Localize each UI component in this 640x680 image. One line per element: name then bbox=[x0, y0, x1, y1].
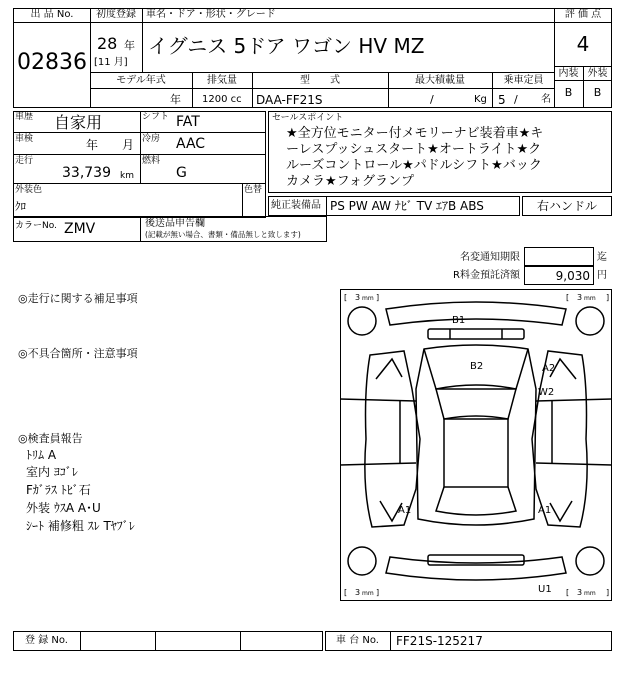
car-damage-diagram bbox=[340, 289, 612, 601]
windshield bbox=[436, 385, 516, 419]
report-line-3: Fｶﾞﾗｽ ﾄﾋﾞ石 bbox=[26, 483, 91, 497]
car-name-label: 車名・ドア・形状・グレード bbox=[146, 9, 276, 20]
interior-grade: B bbox=[564, 86, 573, 99]
tire-label-fl: [ bbox=[344, 293, 348, 302]
cooler-label: 冷房 bbox=[142, 134, 161, 144]
tire-label-fl-val: 3 bbox=[355, 293, 361, 302]
equipment-value: PS PW AW ﾅﾋﾞ TV ｴｱB ABS bbox=[330, 199, 484, 213]
wheel-front-left bbox=[348, 307, 376, 335]
reg-year-unit: 年 bbox=[124, 39, 135, 52]
inspection-year-unit: 年 bbox=[86, 138, 99, 152]
registration-no-label: 登 録 No. bbox=[25, 635, 68, 646]
inspector-report-label: ◎検査員報告 bbox=[18, 432, 83, 445]
rear-bumper bbox=[386, 557, 566, 580]
score-label: 評 価 点 bbox=[564, 9, 602, 20]
wheel-front-right bbox=[576, 307, 604, 335]
body-top bbox=[416, 345, 536, 525]
chassis-no-label: 車 台 No. bbox=[336, 635, 379, 646]
shift-label: シフト bbox=[142, 112, 170, 122]
svg-text:[: [ bbox=[566, 588, 570, 597]
defects-notes-label: ◎不具合箇所・注意事項 bbox=[18, 347, 138, 360]
color-change-label: 色替 bbox=[244, 185, 263, 195]
model-year-unit: 年 bbox=[170, 93, 181, 106]
interior-label: 内装 bbox=[558, 68, 579, 79]
svg-text:]: ] bbox=[606, 588, 610, 597]
post-doc-note: (記載が無い場合、書類・備品無しと致します) bbox=[145, 230, 301, 239]
report-line-4: 外装 ｳｽA A･U bbox=[26, 501, 101, 515]
inspection-label: 車検 bbox=[15, 134, 34, 144]
damage-mark-w2: W2 bbox=[538, 387, 555, 398]
mileage-value: 33,739 bbox=[62, 165, 111, 181]
damage-mark-b1: B1 bbox=[452, 315, 466, 326]
svg-text:[: [ bbox=[566, 293, 570, 302]
sales-point-label: セールスポイント bbox=[272, 113, 344, 123]
svg-text:mm: mm bbox=[362, 295, 374, 302]
color-no-value: ZMV bbox=[64, 221, 96, 237]
fuel-label: 燃料 bbox=[142, 156, 161, 166]
damage-mark-u1: U1 bbox=[538, 584, 552, 595]
rear-window bbox=[436, 487, 516, 515]
color-no-label: カラーNo. bbox=[15, 221, 57, 231]
model-year-label: モデル年式 bbox=[116, 75, 166, 86]
capacity-sep: / bbox=[514, 93, 518, 106]
lot-no: 02836 bbox=[17, 50, 87, 75]
wheel-rear-left bbox=[348, 547, 376, 575]
tire-label-rr-val: 3 bbox=[577, 588, 583, 597]
max-load-sep: / bbox=[430, 93, 434, 106]
inspection-month-unit: 月 bbox=[122, 138, 135, 152]
svg-text:mm: mm bbox=[362, 590, 374, 597]
fuel-value: G bbox=[176, 165, 187, 181]
displacement-label: 排気量 bbox=[207, 75, 237, 86]
type-label: 型 式 bbox=[300, 75, 340, 86]
displacement: 1200 cc bbox=[202, 94, 242, 105]
exterior-label: 外装 bbox=[587, 68, 608, 79]
tire-label-fr-val: 3 bbox=[577, 293, 583, 302]
damage-mark-b2: B2 bbox=[470, 361, 484, 372]
name-change-box bbox=[524, 247, 594, 266]
history-value: 自家用 bbox=[54, 113, 103, 132]
mileage-unit: km bbox=[120, 171, 134, 181]
sales-line-1: ★全方位モニター付メモリーナビ装着車★キ bbox=[286, 126, 544, 141]
recycle-label: R料金預託済額 bbox=[453, 270, 520, 281]
damage-mark-a1-right: A1 bbox=[538, 505, 552, 516]
report-line-5: ｼｰﾄ 補修粗 ｽﾚ Tﾔﾌﾞﾚ bbox=[26, 519, 135, 533]
recycle-unit: 円 bbox=[597, 270, 607, 281]
score-value: 4 bbox=[576, 32, 590, 56]
reg-year: 28 bbox=[97, 34, 118, 53]
svg-text:[: [ bbox=[344, 588, 348, 597]
exterior-color-value: ｸﾛ bbox=[15, 200, 26, 213]
mileage-label: 走行 bbox=[15, 156, 34, 166]
vehicle-type: DAA-FF21S bbox=[256, 93, 323, 107]
wheel-rear-right bbox=[576, 547, 604, 575]
driving-notes-label: ◎走行に関する補足事項 bbox=[18, 292, 138, 305]
svg-text:mm: mm bbox=[584, 590, 596, 597]
svg-text:]: ] bbox=[376, 293, 380, 302]
svg-text:mm: mm bbox=[584, 295, 596, 302]
svg-text:]: ] bbox=[606, 293, 610, 302]
capacity-value: 5 bbox=[498, 93, 506, 107]
damage-mark-a2: A2 bbox=[542, 363, 556, 374]
front-bumper bbox=[386, 302, 566, 325]
roof bbox=[444, 419, 508, 487]
first-reg-label: 初度登録 bbox=[96, 9, 136, 20]
shift-value: FAT bbox=[176, 114, 200, 130]
tire-label-rl-val: 3 bbox=[355, 588, 361, 597]
car-name: イグニス 5ドア ワゴン HV MZ bbox=[148, 34, 425, 58]
sales-line-2: ーレスプッシュスタート★オートライト★ク bbox=[286, 142, 542, 157]
chassis-no-value: FF21S-125217 bbox=[396, 634, 483, 648]
sales-line-3: ルーズコントロール★パドルシフト★バック bbox=[286, 158, 542, 173]
reg-month: [11 月] bbox=[94, 57, 128, 68]
name-change-unit: 迄 bbox=[597, 252, 607, 263]
max-load-unit: Kg bbox=[474, 94, 487, 105]
report-line-2: 室内 ﾖｺﾞﾚ bbox=[26, 465, 78, 479]
post-doc-label: 後送品申告欄 bbox=[145, 218, 205, 229]
exterior-color-label: 外装色 bbox=[15, 185, 43, 195]
sales-line-4: カメラ★フォグランプ bbox=[286, 174, 415, 189]
capacity-unit: 名 bbox=[541, 94, 551, 105]
max-load-label: 最大積載量 bbox=[415, 75, 465, 86]
report-line-1: ﾄﾘﾑ A bbox=[26, 448, 57, 462]
recycle-amount: 9,030 bbox=[555, 269, 590, 283]
cooler-value: AAC bbox=[176, 136, 206, 152]
right-side-profile bbox=[532, 351, 587, 527]
capacity-label: 乗車定員 bbox=[503, 75, 544, 86]
svg-text:]: ] bbox=[376, 588, 380, 597]
damage-mark-a1-left: A1 bbox=[398, 505, 412, 516]
exterior-grade: B bbox=[593, 86, 602, 99]
history-label: 車歴 bbox=[15, 112, 34, 122]
lot-no-label: 出 品 No. bbox=[30, 9, 74, 20]
steering-value: 右ハンドル bbox=[536, 199, 597, 213]
equipment-label: 純正装備品 bbox=[271, 200, 321, 211]
name-change-label: 名変通知期限 bbox=[460, 252, 520, 263]
left-side-profile bbox=[365, 351, 420, 527]
